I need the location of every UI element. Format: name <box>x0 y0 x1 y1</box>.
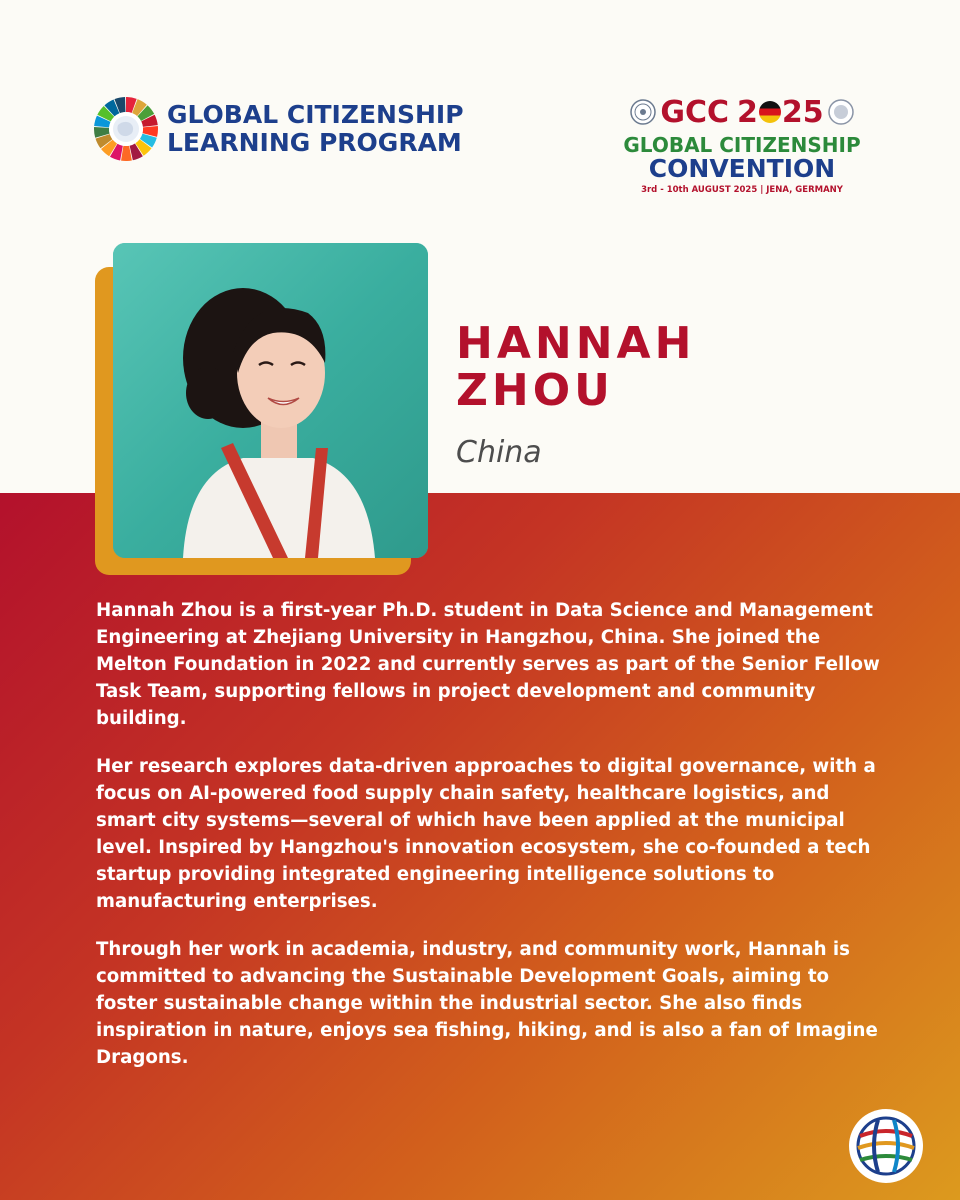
gcc-prefix: GCC <box>660 94 730 130</box>
gcc-line1: GLOBAL CITIZENSHIP <box>623 133 861 157</box>
globe-icon <box>848 1108 924 1184</box>
bio-paragraph: Her research explores data-driven approaches to digital governance, with a focus on AI-powered food supply chain safety, healthcare logistics, and smart city systems—several of which have been applied at the municipal level. Inspired by Hangzhou's innovation ecosystem, she co-founded a tech startup providing integrated engineering intelligence solutions to manufacturing enterprises. <box>96 756 876 912</box>
gcc-logo <box>612 92 872 196</box>
sdg-wheel-icon <box>93 96 159 162</box>
gcc-year <box>737 95 824 130</box>
bio-paragraph: Hannah Zhou is a first-year Ph.D. student in Data Science and Management Engineering at Zhejiang University in Hangzhou, China. She joined the Melton Foundation in 2022 and currently serves as part of the Senior Fellow Task Team, supporting fellows in project development and community building. <box>96 600 880 729</box>
person-name <box>456 320 695 414</box>
gclp-line1: GLOBAL CITIZENSHIP <box>167 100 464 129</box>
german-flag-icon <box>759 101 781 123</box>
first-name: HANNAH <box>456 318 696 369</box>
last-name: ZHOU <box>456 365 614 416</box>
gcc-year-digit: 5 <box>802 94 824 130</box>
gcc-year-digit: 2 <box>737 94 758 130</box>
gclp-logo <box>93 96 464 162</box>
gcc-line2: CONVENTION <box>648 154 836 183</box>
bio-text <box>96 597 886 1092</box>
seal-icon <box>828 99 854 125</box>
country-label: China <box>456 435 542 470</box>
bio-paragraph: Through her work in academia, industry, and community work, Hannah is committed to advancing the Sustainable Development Goals, aiming to foster sustainable change within the industrial sector. She also finds inspiration in nature, enjoys sea fishing, hiking, and is also a fan of Imagine Dragons. <box>96 939 878 1068</box>
gcc-year-digit: 2 <box>781 94 803 130</box>
seal-icon <box>630 99 656 125</box>
gcc-dates: 3rd - 10th AUGUST 2025 | JENA, GERMANY <box>641 185 843 195</box>
gclp-line2: LEARNING PROGRAM <box>167 128 462 157</box>
portrait-photo <box>113 243 428 558</box>
